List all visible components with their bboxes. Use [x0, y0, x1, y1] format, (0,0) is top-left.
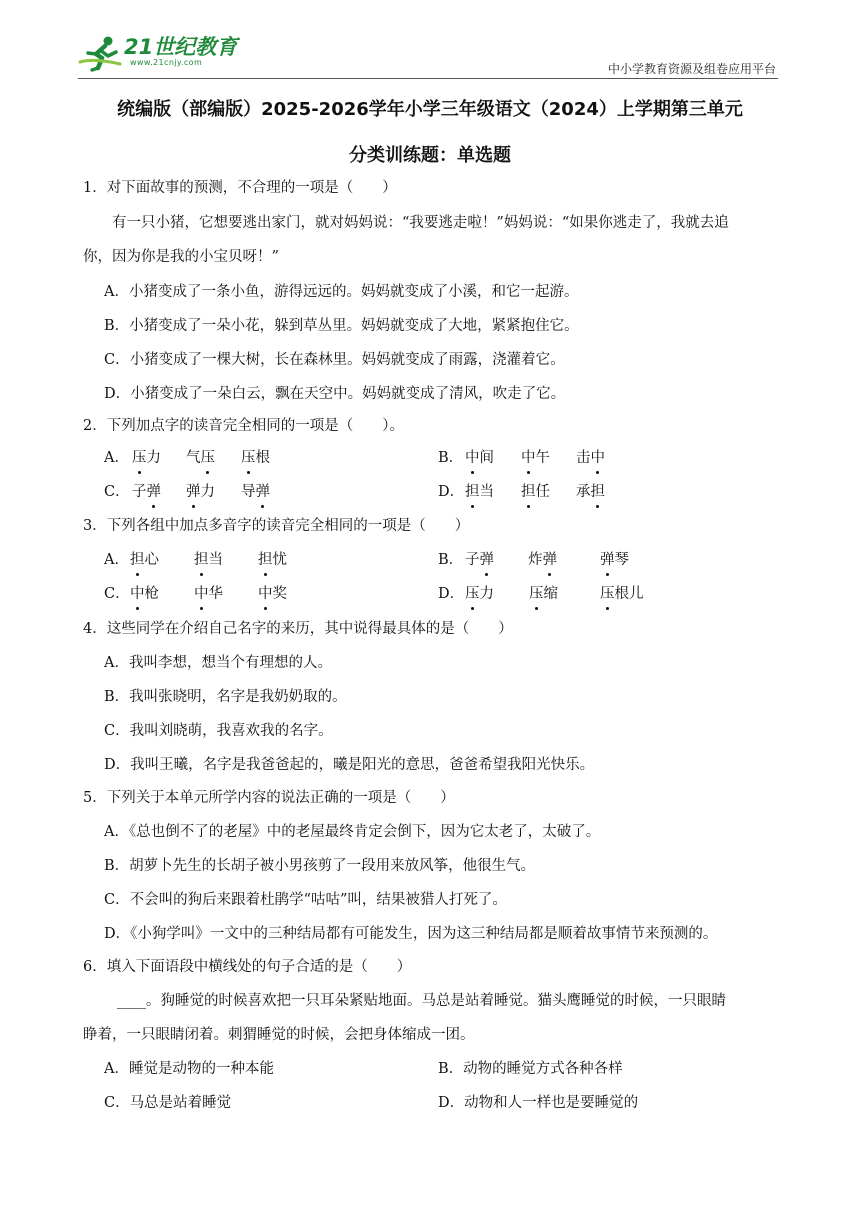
q2-d-word-2 [521, 482, 550, 502]
option-label: C． [104, 484, 130, 500]
q5-stem: 5．下列关于本单元所学内容的说法正确的一项是（ ） [83, 790, 455, 806]
dotted-char: 担 [590, 484, 605, 500]
dotted-char: 担 [258, 552, 273, 568]
logo [78, 36, 237, 72]
q3-b-word-1 [465, 550, 494, 570]
dotted-char: 中 [194, 586, 209, 602]
word-text: 力 [479, 586, 494, 602]
q2-option-a [104, 448, 270, 468]
running-man-icon [78, 36, 122, 72]
dotted-char: 压 [529, 586, 544, 602]
option-label: A． [104, 450, 129, 466]
word-text: 当 [479, 484, 494, 500]
q4-option-d: D．我叫王曦，名字是我爸爸起的，曦是阳光的意思，爸爸希望我阳光快乐。 [104, 757, 595, 773]
dotted-char: 压 [200, 450, 215, 466]
option-label: B． [438, 450, 464, 466]
q5-option-a: A．《总也倒不了的老屋》中的老屋最终肯定会倒下，因为它太老了，太破了。 [104, 824, 601, 840]
word-text: 忧 [272, 552, 287, 568]
page-title-line1: 统编版（部编版）2025-2026学年小学三年级语文（2024）上学期第三单元 [117, 99, 743, 120]
word-text: 缩 [543, 586, 558, 602]
option-label: D． [438, 586, 465, 602]
q3-a-word-1 [130, 550, 159, 570]
q2-a-word-3 [241, 448, 270, 468]
q3-c-word-3 [258, 584, 287, 604]
q2-b-word-1 [465, 448, 494, 468]
word-text: 承 [576, 484, 591, 500]
q1-option-b: B．小猪变成了一朵小花，躲到草丛里。妈妈就变成了大地，紧紧抱住它。 [104, 318, 579, 334]
q3-b-word-2 [528, 550, 557, 570]
q2-d-word-1 [465, 482, 494, 502]
word-text: 击 [576, 450, 591, 466]
q5-option-c: C．不会叫的狗后来跟着杜鹃学“咕咕”叫，结果被猎人打死了。 [104, 892, 507, 908]
word-text: 导 [241, 484, 256, 500]
q1-option-a: A．小猪变成了一条小鱼，游得远远的。妈妈就变成了小溪，和它一起游。 [104, 284, 579, 300]
dotted-char: 担 [130, 552, 145, 568]
q3-option-b [438, 550, 629, 570]
q4-option-b: B．我叫张晓明，名字是我奶奶取的。 [104, 689, 347, 705]
dotted-char: 中 [521, 450, 536, 466]
dotted-char: 中 [258, 586, 273, 602]
option-label: B． [438, 552, 464, 568]
dotted-char: 压 [600, 586, 615, 602]
q2-c-word-3 [241, 482, 270, 502]
option-label: C． [104, 586, 130, 602]
q2-c-word-2 [186, 482, 215, 502]
dotted-char: 弹 [186, 484, 201, 500]
dotted-char: 弹 [255, 484, 270, 500]
q2-d-word-3 [576, 482, 605, 502]
q3-a-word-3 [258, 550, 287, 570]
q2-stem: 2．下列加点字的读音完全相同的一项是（ ）。 [83, 418, 404, 434]
q5-option-b: B．胡萝卜先生的长胡子被小男孩剪了一段用来放风筝，他很生气。 [104, 858, 536, 874]
q3-d-word-1 [465, 584, 494, 604]
q1-passage-line1: 有一只小猪，它想要逃出家门，就对妈妈说：“我要逃走啦！”妈妈说：“如果你逃走了，我就去追 [112, 215, 729, 231]
q3-b-word-3 [600, 550, 629, 570]
platform-name: 中小学教育资源及组卷应用平台 [607, 62, 776, 76]
header-divider [78, 78, 778, 79]
q3-c-word-2 [194, 584, 223, 604]
q3-option-d [438, 584, 644, 604]
logo-title: 21世纪教育 [124, 35, 238, 59]
page-title-line2: 分类训练题：单选题 [349, 145, 511, 166]
dotted-char: 担 [465, 484, 480, 500]
q2-option-d [438, 482, 605, 502]
word-text: 力 [146, 450, 161, 466]
option-label: A． [104, 552, 129, 568]
q6-stem: 6．填入下面语段中横线处的句子合适的是（ ） [83, 959, 412, 975]
q1-passage-line2: 你，因为你是我的小宝贝呀！” [83, 249, 279, 265]
q1-option-d: D．小猪变成了一朵白云，飘在天空中。妈妈就变成了清风，吹走了它。 [104, 386, 566, 402]
word-text: 气 [186, 450, 201, 466]
logo-url: www.21cnjy.com [130, 58, 203, 67]
dotted-char: 担 [194, 552, 209, 568]
word-text: 奖 [272, 586, 287, 602]
q3-d-word-2 [529, 584, 558, 604]
dotted-char: 中 [465, 450, 480, 466]
word-text: 任 [535, 484, 550, 500]
option-label: D． [438, 484, 465, 500]
q3-option-a [104, 550, 287, 570]
dotted-char: 中 [590, 450, 605, 466]
dotted-char: 压 [465, 586, 480, 602]
dotted-char: 压 [241, 450, 256, 466]
word-text: 子 [132, 484, 147, 500]
q1-option-c: C．小猪变成了一棵大树，长在森林里。妈妈就变成了雨露，浇灌着它。 [104, 352, 565, 368]
dotted-char: 压 [132, 450, 147, 466]
q3-option-c [104, 584, 287, 604]
q2-a-word-2 [186, 448, 215, 468]
q2-a-word-1 [132, 448, 161, 468]
word-text: 根 [255, 450, 270, 466]
q2-option-c [104, 482, 270, 502]
dotted-char: 弹 [542, 552, 557, 568]
word-text: 琴 [614, 552, 629, 568]
q2-b-word-3 [576, 448, 605, 468]
q6-passage-line2: 睁着，一只眼睛闭着。刺猬睡觉的时候，会把身体缩成一团。 [83, 1027, 475, 1043]
q4-option-a: A．我叫李想，想当个有理想的人。 [104, 655, 332, 671]
q6-passage-line1: ____。狗睡觉的时候喜欢把一只耳朵紧贴地面。马总是站着睡觉。猫头鹰睡觉的时候，一只眼睛 [117, 993, 726, 1009]
q4-stem: 4．这些同学在介绍自己名字的来历，其中说得最具体的是（ ） [83, 621, 513, 637]
word-text: 枪 [144, 586, 159, 602]
dotted-char: 弹 [479, 552, 494, 568]
word-text: 炸 [528, 552, 543, 568]
q1-stem: 1．对下面故事的预测，不合理的一项是（ ） [83, 180, 397, 196]
word-text: 午 [535, 450, 550, 466]
q3-stem: 3．下列各组中加点多音字的读音完全相同的一项是（ ） [83, 518, 470, 534]
q3-a-word-2 [194, 550, 223, 570]
q2-option-b [438, 448, 605, 468]
word-text: 子 [465, 552, 480, 568]
q3-d-word-3 [600, 584, 644, 604]
dotted-char: 担 [521, 484, 536, 500]
q6-option-c: C．马总是站着睡觉 [104, 1095, 232, 1111]
q6-option-b: B．动物的睡觉方式各种各样 [438, 1061, 623, 1077]
word-text: 当 [208, 552, 223, 568]
word-text: 心 [144, 552, 159, 568]
q6-option-a: A．睡觉是动物的一种本能 [104, 1061, 274, 1077]
q5-option-d: D．《小狗学叫》一文中的三种结局都有可能发生，因为这三种结局都是顺着故事情节来预测的。 [104, 926, 718, 942]
dotted-char: 弹 [146, 484, 161, 500]
word-text: 华 [208, 586, 223, 602]
q6-option-d: D．动物和人一样也是要睡觉的 [438, 1095, 639, 1111]
dotted-char: 中 [130, 586, 145, 602]
word-text: 力 [200, 484, 215, 500]
q3-c-word-1 [130, 584, 159, 604]
dotted-char: 弹 [600, 552, 615, 568]
word-text: 根儿 [614, 586, 644, 602]
page-header [78, 30, 778, 80]
q4-option-c: C．我叫刘晓萌，我喜欢我的名字。 [104, 723, 333, 739]
word-text: 间 [479, 450, 494, 466]
q2-b-word-2 [521, 448, 550, 468]
q2-c-word-1 [132, 482, 161, 502]
